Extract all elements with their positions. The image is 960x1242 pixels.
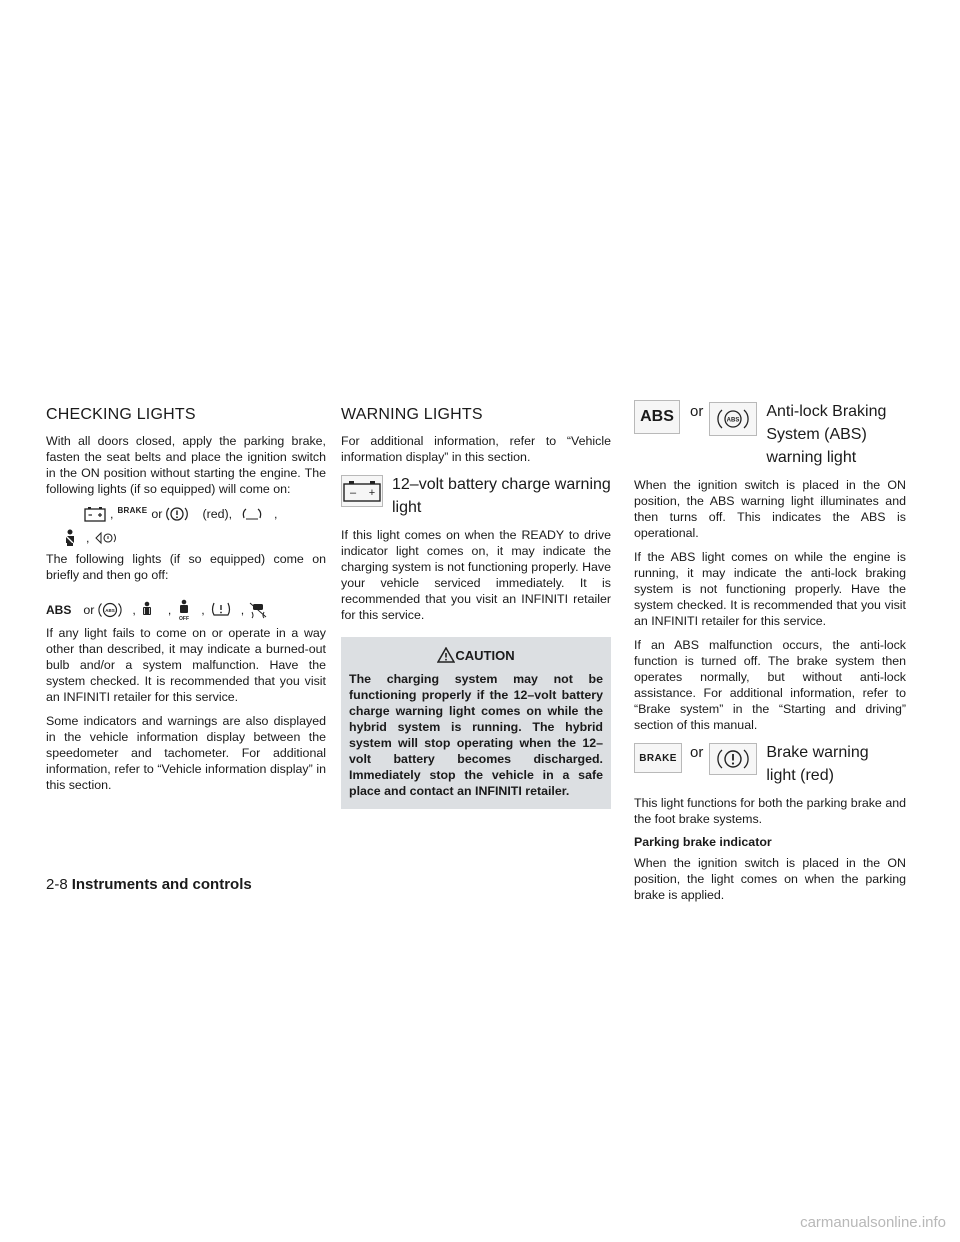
brake-circle-exclamation-icon [166,505,188,523]
brake-warning-heading-row [634,741,906,787]
parking-brake-heading: Parking brake indicator [634,835,772,849]
separator: , [274,507,278,521]
caution-text: The charging system may not be functioning properly if the 12–volt battery charge warning light comes on while the hybrid system is running. The hybrid system will stop operating when the 12–volt battery becomes discharged. Immediately stop the vehicle in a safe place and contact an INFINITI retailer. [349,672,603,798]
steering-lock-icon [240,506,264,522]
page-number: 2-8 [46,876,68,893]
airbag-off-icon [175,599,193,621]
brake-warning-heading: Brake warning light (red) [766,744,869,784]
brake-box-icon [634,743,682,773]
abs-para1: When the ignition switch is placed in the ON position, the ABS warning light illuminates and then turns off. This indicates the ABS is operational. [634,478,906,540]
brake-para1: This light functions for both the parking brake and the foot brake systems. [634,796,906,826]
brake-box-text: BRAKE [639,752,677,764]
page-footer [46,876,252,893]
warning-lights-intro: For additional information, refer to “Vehicle information display” in this section. [341,434,611,464]
abs-para2: If the ABS light comes on while the engine is running, it may indicate the anti-lock braking system is not functioning properly. Have the system checked. It is recommended that you visit an INFINITI retailer for this service. [634,550,906,628]
column-abs-brake [634,400,906,911]
separator: , [240,603,245,617]
abs-circle-box-text: ABS [727,417,740,424]
watermark: carmanualsonline.info [800,1214,946,1231]
abs-text-icon: ABS [46,603,72,617]
battery-warning-icon [341,475,383,507]
checking-lights-para3: If any light fails to come on or operate in a way other than described, it may indicate a burned-out bulb and/or a system malfunction. Have the system checked. It is recommended that you visit an INFINITI retailer for this service. [46,626,326,704]
abs-circle-text: ABS [105,608,116,613]
icon-row-come-on-2 [46,529,326,547]
abs-para3: If an ABS malfunction occurs, the anti-lock function is turned off. The brake system then operates normally, but without anti-lock assistance. For additional information, refer to “Brake system” in the “Starting and driving” section of this manual. [634,638,906,732]
battery-warning-text: If this light comes on when the READY to drive indicator light comes on, it may indicate the charging system is not functioning properly. Have your vehicle serviced immediately. It is recommended that you visit an INFINITI retailer for this service. [341,528,611,622]
checking-lights-para4: Some indicators and warnings are also displayed in the vehicle information display between the speedometer and tachometer. For additional information, refer to “Vehicle information display” in this section. [46,714,326,792]
caution-label: CAUTION [455,647,515,663]
column-checking-lights [46,400,326,801]
separator: , [167,603,172,617]
abs-circle-box-icon [709,402,757,436]
separator: , [86,531,90,545]
caution-box [341,637,611,809]
power-steering-icon [93,530,119,546]
separator-or: or [83,603,95,617]
separator-or: or [151,507,163,521]
seatbelt-icon [62,529,78,547]
abs-warning-heading: Anti-lock Braking System (ABS) warning light [766,403,887,466]
red-label: (red), [202,507,233,521]
section-title-checking-lights: CHECKING LIGHTS [46,406,196,423]
tire-pressure-icon [209,601,233,619]
brake-or-label: or [690,744,704,761]
warning-triangle-icon [437,647,455,663]
airbag-icon [140,601,154,619]
separator: , [132,603,136,617]
abs-circle-icon [98,600,122,620]
checking-lights-intro: With all doors closed, apply the parking brake, fasten the seat belts and place the ignition switch in the ON position without starting the engine. The following lights (if so equipped) will come on: [46,434,326,496]
slip-indicator-icon [248,601,268,619]
abs-box-icon [634,400,680,434]
battery-plus-sign: + [368,487,376,499]
brake-circle-box-icon [709,743,757,775]
icon-row-come-on [46,505,326,523]
battery-warning-heading: 12–volt battery charge warning light [392,476,611,516]
separator: , [110,507,114,521]
caution-header [349,647,603,663]
abs-box-text: ABS [640,408,674,425]
icon-row-briefly [46,599,326,621]
separator: , [201,603,205,617]
battery-warning-heading-row [341,473,611,519]
abs-or-label: or [690,403,704,420]
section-title-warning-lights: WARNING LIGHTS [341,406,483,423]
battery-icon [84,506,106,522]
column-warning-lights [341,400,611,809]
checking-lights-para2: The following lights (if so equipped) come on briefly and then go off: [46,552,326,582]
airbag-off-text: OFF [179,616,190,621]
parking-brake-para: When the ignition switch is placed in the ON position, the light comes on when the parking brake is applied. [634,856,906,902]
brake-text-icon: BRAKE [117,505,148,515]
battery-minus-sign: – [349,487,357,499]
abs-warning-heading-row [634,400,906,469]
footer-section-title: Instruments and controls [71,876,252,893]
